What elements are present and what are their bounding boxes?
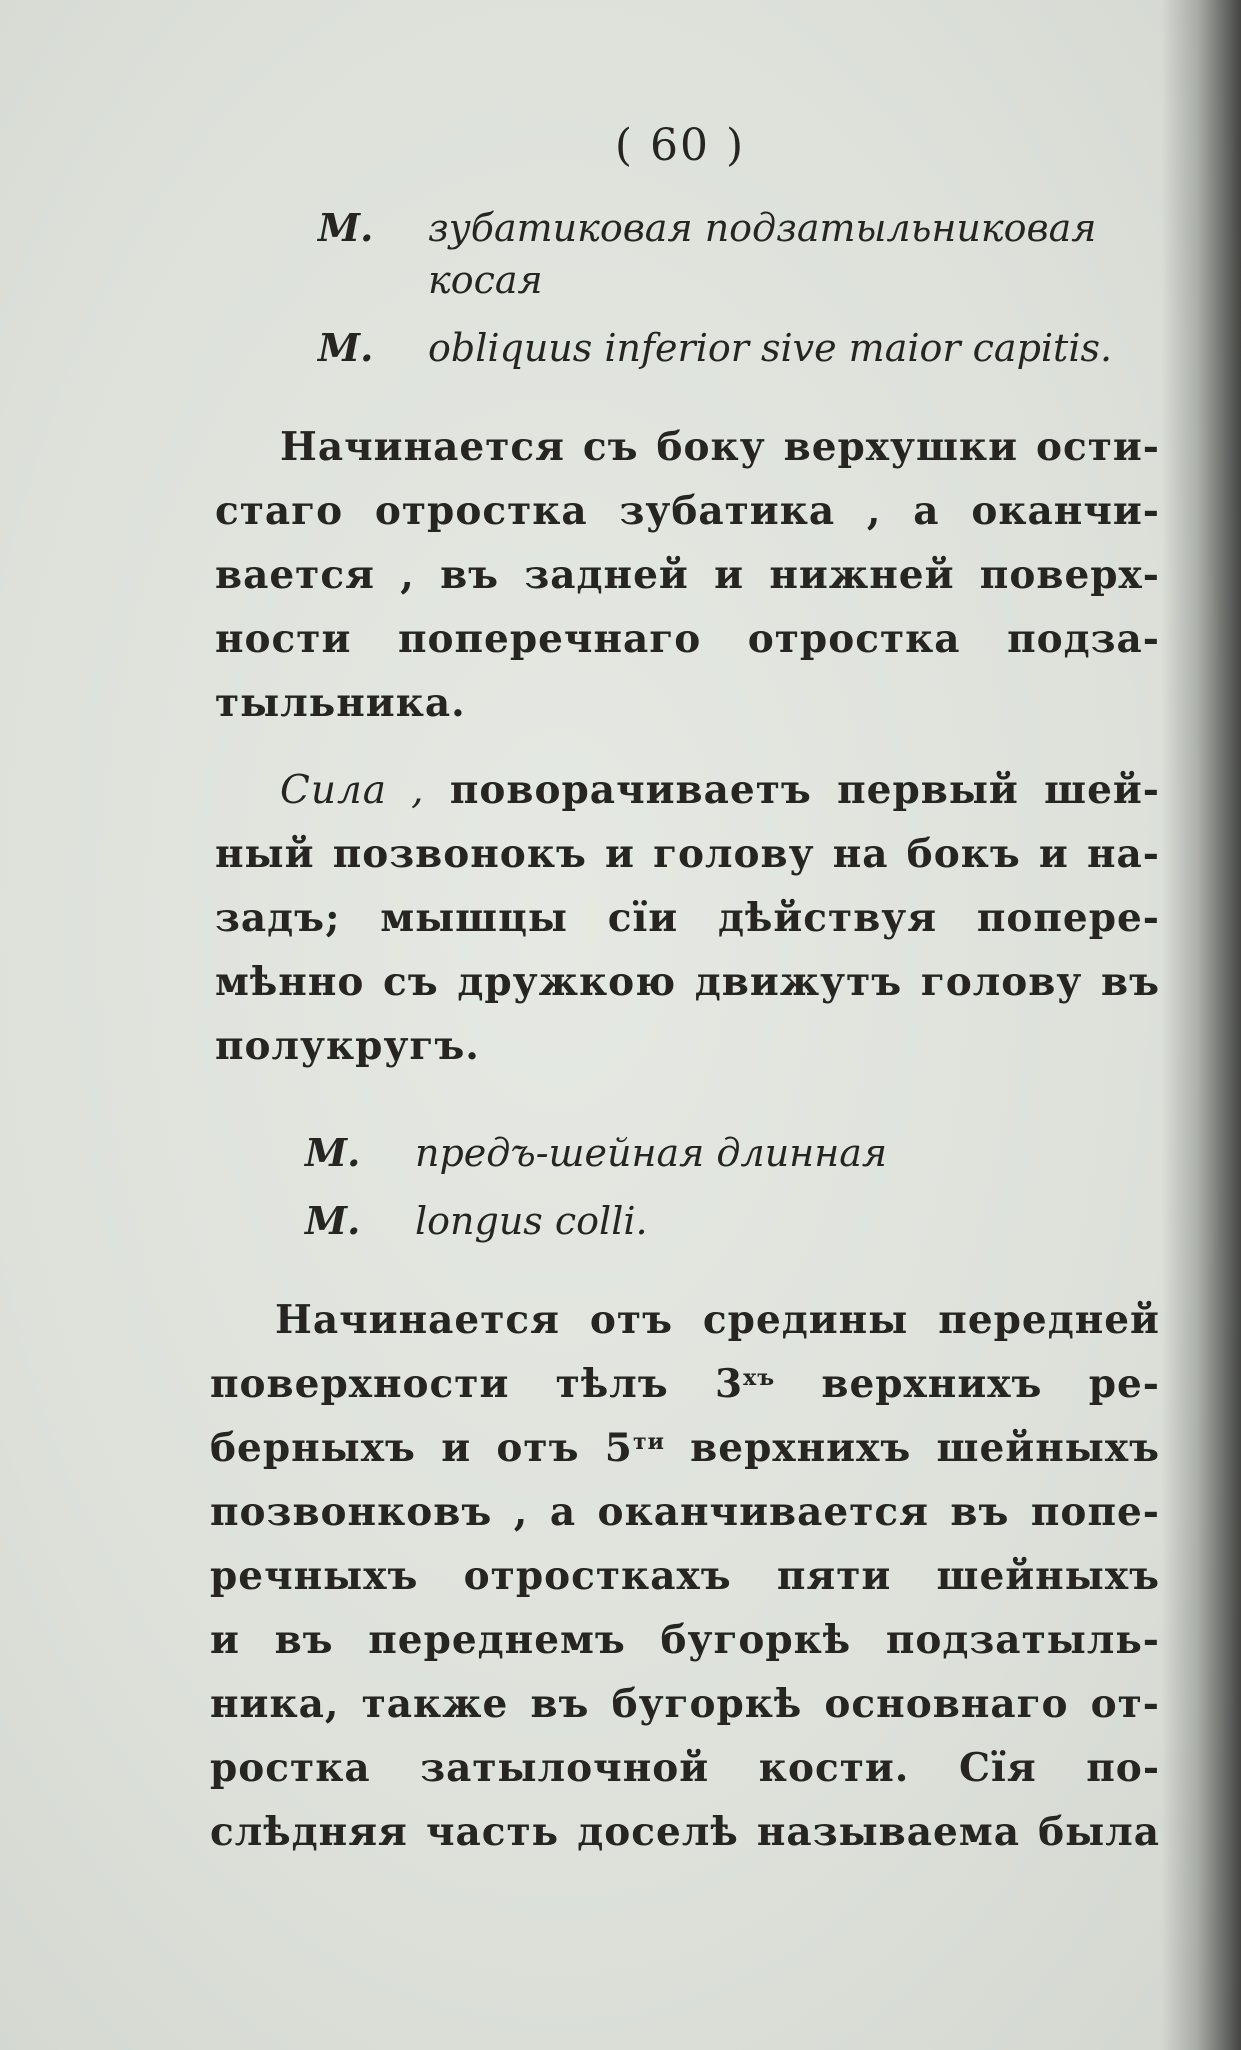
paragraph-line: речныхъ отросткахъ пяти шейныхъ (210, 1553, 1160, 1599)
paragraph-line: тыльника. (215, 680, 466, 726)
paragraph-origin-insertion-2 (210, 1288, 1160, 1864)
paragraph-line: ный позвонокъ и голову на бокъ и на- (215, 831, 1160, 877)
paragraph-line: Сила , поворачиваетъ первый шей- (280, 767, 1160, 813)
action-label: Сила , (280, 768, 425, 813)
muscle-heading-latin-2 (305, 1198, 648, 1243)
paragraph-line: ростка затылочной кости. Сїя по- (210, 1745, 1160, 1791)
paragraph-action-1 (215, 758, 1160, 1078)
muscle-heading-russian-1 (318, 205, 1096, 250)
heading-label: M. (305, 1198, 361, 1243)
paragraph-line: задъ; мышцы сїи дѣйствуя попере- (215, 895, 1160, 941)
paragraph-line: вается , въ задней и нижней поверх- (215, 552, 1160, 598)
paragraph-line: Начинается отъ средины передней (275, 1297, 1160, 1343)
paragraph-line: мѣнно съ дружкою движутъ голову въ (215, 959, 1160, 1005)
heading-text: зубатиковая подзатыльниковая (428, 206, 1097, 250)
paragraph-line: и въ переднемъ бугоркѣ подзатыль- (210, 1617, 1160, 1663)
paragraph-line: берныхъ и отъ $5^{ти}$ верхнихъ шейныхъ (210, 1425, 1160, 1471)
muscle-heading-russian-2 (305, 1130, 887, 1175)
page-edge-shadow (1161, 0, 1241, 2050)
paragraph-line: Начинается съ боку верхушки ости- (280, 424, 1160, 470)
heading-label: M. (305, 1130, 361, 1175)
paragraph-line: позвонковъ , а оканчивается въ попе- (210, 1489, 1160, 1535)
paragraph-line: слѣдняя часть доселѣ называема была (210, 1809, 1160, 1855)
heading-text: longus colli. (415, 1199, 648, 1243)
muscle-heading-russian-1-continuation: косая (428, 258, 543, 302)
page-number: ( 60 ) (614, 120, 746, 171)
paragraph-origin-insertion-1 (215, 415, 1160, 735)
paragraph-line: стаго отростка зубатика , а оканчи- (215, 488, 1160, 534)
paragraph-line: полукругъ. (215, 1023, 480, 1069)
paragraph-line: ности поперечнаго отростка подза- (215, 616, 1160, 662)
heading-label: M. (318, 325, 374, 370)
muscle-heading-latin-1 (318, 325, 1112, 370)
heading-text: предъ-шейная длинная (415, 1131, 888, 1175)
heading-label: M. (318, 205, 374, 250)
paragraph-line: поверхности тѣлъ $3^{хъ}$ верхнихъ ре- (210, 1361, 1160, 1407)
heading-text: obliquus inferior sive maior capitis. (428, 326, 1113, 370)
paragraph-line: ника, также въ бугоркѣ основнаго от- (210, 1681, 1160, 1727)
